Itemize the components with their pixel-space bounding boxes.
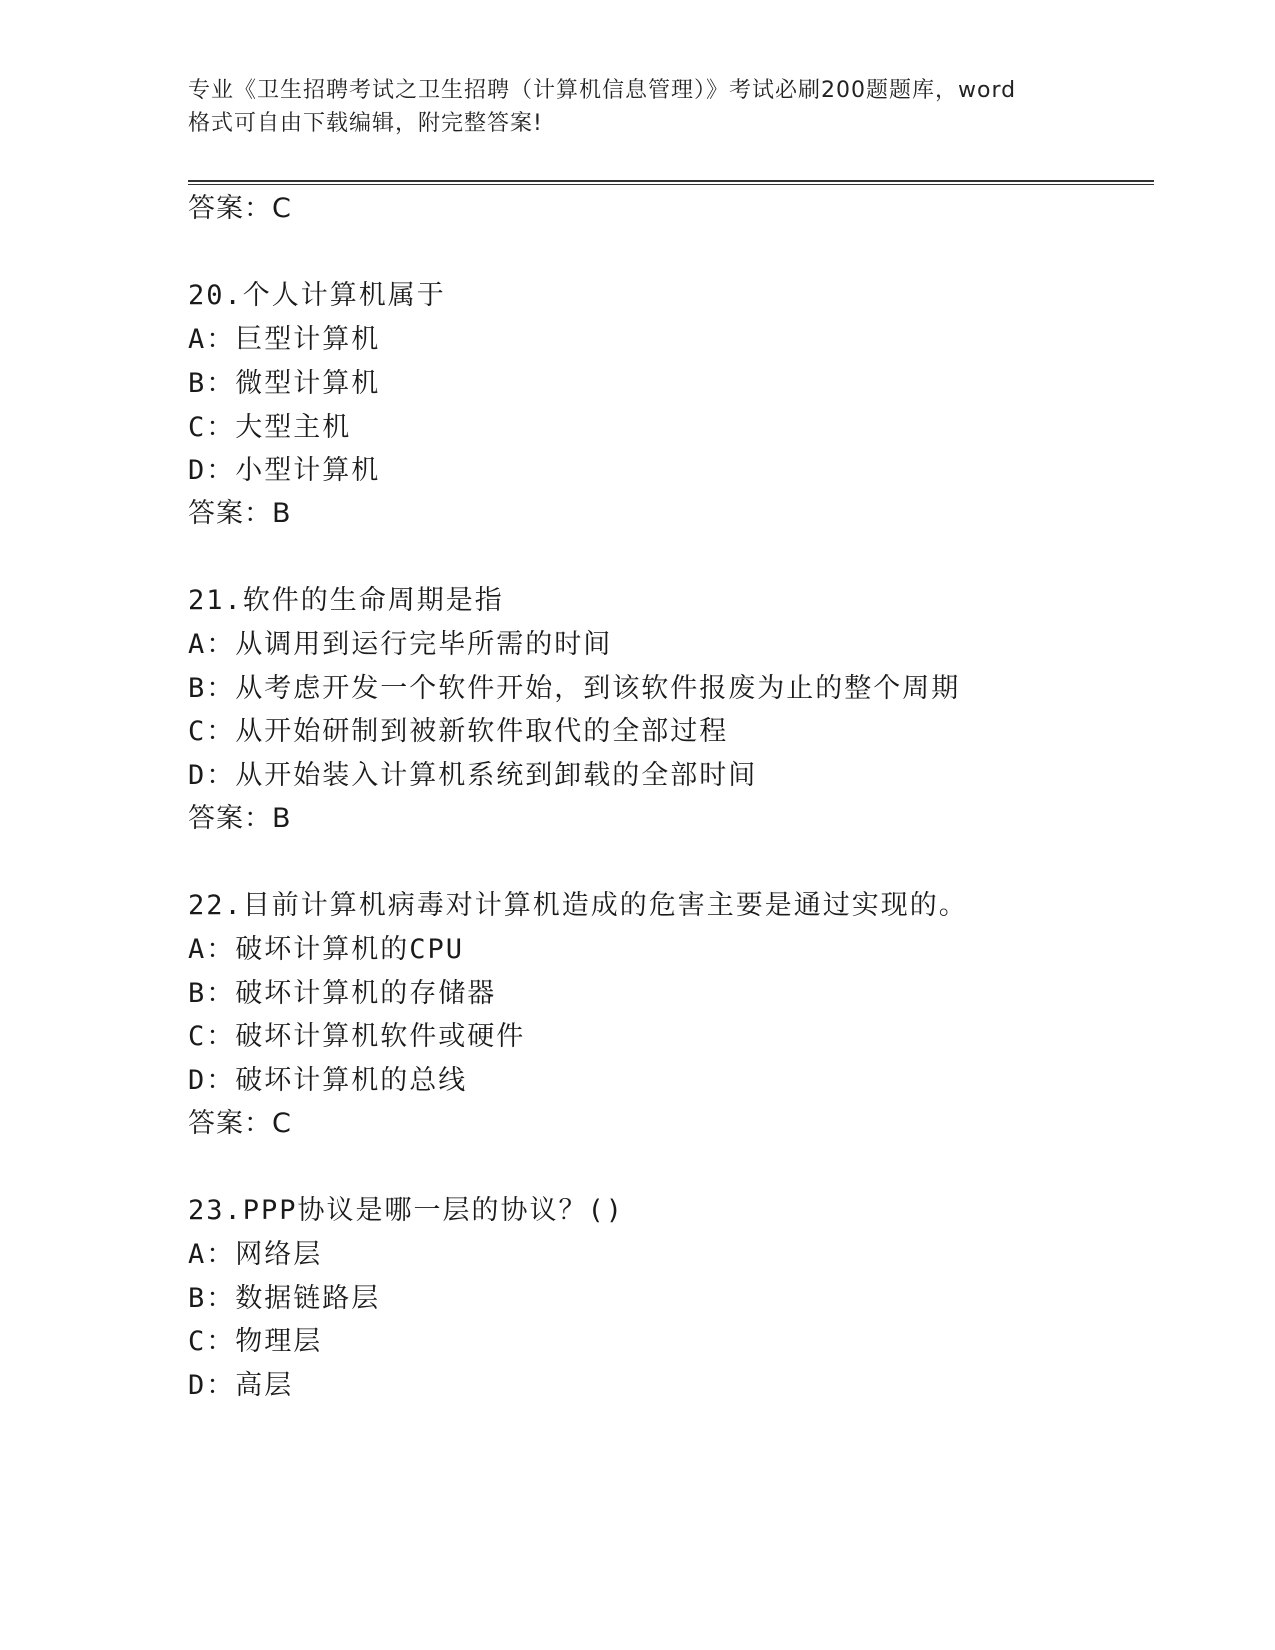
option-b: B：从考虑开发一个软件开始，到该软件报废为止的整个周期 bbox=[188, 673, 961, 704]
document-header bbox=[188, 74, 1088, 140]
question-stem: 23.PPP协议是哪一层的协议？() bbox=[188, 1195, 625, 1226]
header-title-line-1: 专业《卫生招聘考试之卫生招聘（计算机信息管理）》考试必刷200题题库，word bbox=[188, 78, 1017, 103]
option-d: D：破坏计算机的总线 bbox=[188, 1065, 468, 1096]
option-b: B：数据链路层 bbox=[188, 1283, 381, 1314]
option-b: B：微型计算机 bbox=[188, 368, 381, 399]
option-c: C：物理层 bbox=[188, 1326, 323, 1357]
answer-line: 答案：C bbox=[188, 1108, 292, 1139]
header-divider bbox=[188, 180, 1154, 185]
option-d: D：高层 bbox=[188, 1370, 294, 1401]
option-a: A：巨型计算机 bbox=[188, 324, 381, 355]
option-c: C：破坏计算机软件或硬件 bbox=[188, 1021, 526, 1052]
answer-line: 答案：C bbox=[188, 193, 292, 224]
question-stem: 21.软件的生命周期是指 bbox=[188, 585, 504, 616]
question-stem: 22.目前计算机病毒对计算机造成的危害主要是通过实现的。 bbox=[188, 890, 968, 921]
option-c: C：大型主机 bbox=[188, 412, 352, 443]
option-a: A：破坏计算机的CPU bbox=[188, 934, 465, 965]
option-c: C：从开始研制到被新软件取代的全部过程 bbox=[188, 716, 729, 747]
option-a: A：网络层 bbox=[188, 1239, 323, 1270]
question-stem: 20.个人计算机属于 bbox=[188, 280, 446, 311]
header-title-line-2: 格式可自由下载编辑，附完整答案! bbox=[188, 111, 543, 136]
option-b: B：破坏计算机的存储器 bbox=[188, 978, 497, 1009]
option-d: D：小型计算机 bbox=[188, 455, 381, 486]
option-d: D：从开始装入计算机系统到卸载的全部时间 bbox=[188, 760, 758, 791]
answer-line: 答案：B bbox=[188, 498, 292, 529]
option-a: A：从调用到运行完毕所需的时间 bbox=[188, 629, 613, 660]
answer-line: 答案：B bbox=[188, 803, 292, 834]
